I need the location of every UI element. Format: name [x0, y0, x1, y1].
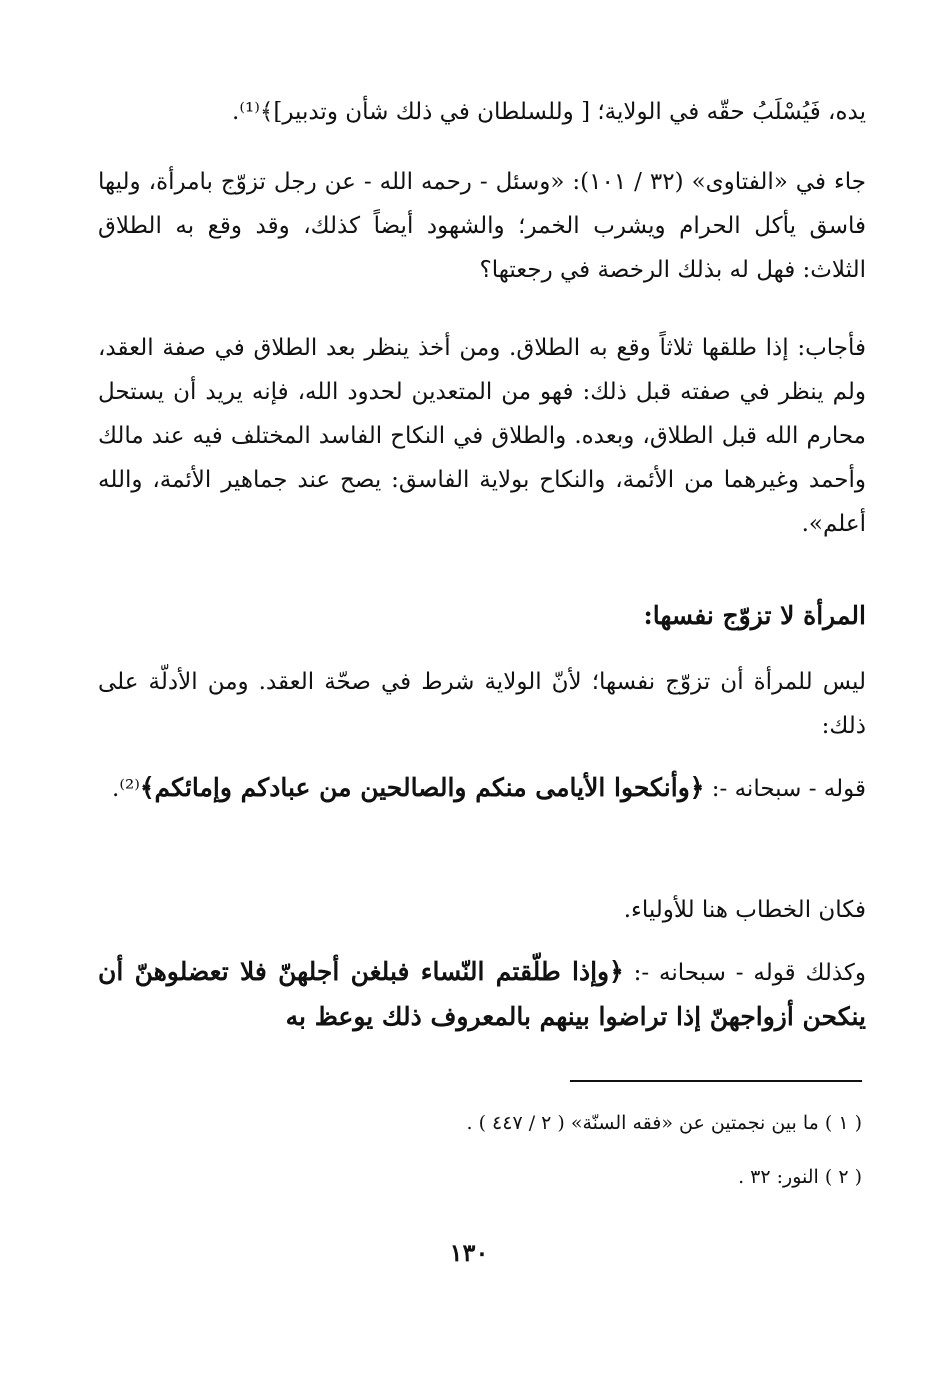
paragraph-4-block: [98, 660, 866, 748]
paragraph-6: فكان الخطاب هنا للأولياء.: [623, 897, 866, 923]
section-heading: المرأة لا تزوّج نفسها:: [643, 601, 866, 630]
page-number: ١٣٠: [449, 1238, 489, 1267]
paragraph-6-block: [98, 888, 866, 932]
paragraph-5: [98, 766, 866, 811]
quran-verse: ﴿وأنكحوا الأيامى منكم والصالحين من عبادكم وإمائكم﴾: [139, 773, 705, 802]
quran-verse: ﴿وإذا طلّقتم النّساء فبلغن أجلهنّ فلا تعضلوهنّ أن ينكحن أزواجهنّ إذا تراضوا بينهم بالمعروف ذلك يوعظ به: [98, 957, 866, 1031]
paragraph-7: [98, 950, 866, 1040]
fatwa-answer: [98, 326, 866, 546]
verse-intro: وكذلك قوله - سبحانه -:: [623, 960, 866, 986]
footnote-2: ( ٢ ) النور: ٣٢ .: [738, 1166, 862, 1188]
verse-intro: قوله - سبحانه -:: [704, 776, 866, 802]
paragraph-5-block: [98, 766, 866, 811]
footnote-1: ( ١ ) ما بين نجمتين عن «فقه السنّة» ( ٢ / ٤٤٧ ) .: [466, 1112, 862, 1134]
fatwa-question: [98, 160, 866, 292]
footnote-divider: [570, 1080, 862, 1082]
paragraph-1: يده، فَيُسْلَبُ حقّه في الولاية؛ [ وللسلطان في ذلك شأن وتدبير]﴾⁽¹⁾.: [232, 99, 866, 125]
paragraph-7-block: [98, 950, 866, 1040]
paragraph-continuation: [98, 90, 866, 134]
paragraph-2: جاء في «الفتاوى» (٣٢ / ١٠١): «وسئل - رحمه الله - عن رجل تزوّج بامرأة، وليها فاسق يأكل الحرام ويشرب الخمر؛ والشهود أيضاً كذلك، وقد وقع به الطلاق الثلاث: فهل له بذلك الرخصة في رجعتها؟: [98, 169, 866, 283]
paragraph-3: فأجاب: إذا طلقها ثلاثاً وقع به الطلاق. ومن أخذ ينظر بعد الطلاق في صفة العقد، ولم ينظر في صفته قبل ذلك: فهو من المتعدين لحدود الله، فإنه يريد أن يستحل محارم الله قبل الطلاق، وبعده. والطلاق في النكاح الفاسد المختلف فيه عند مالك وأحمد وغيرهما من الأئمة، والنكاح بولاية الفاسق: يصح عند جماهير الأئمة، والله أعلم».: [98, 335, 866, 537]
footnote-marker: ⁽²⁾.: [112, 776, 140, 802]
paragraph-4: ليس للمرأة أن تزوّج نفسها؛ لأنّ الولاية شرط في صحّة العقد. ومن الأدلّة على ذلك:: [98, 669, 866, 739]
